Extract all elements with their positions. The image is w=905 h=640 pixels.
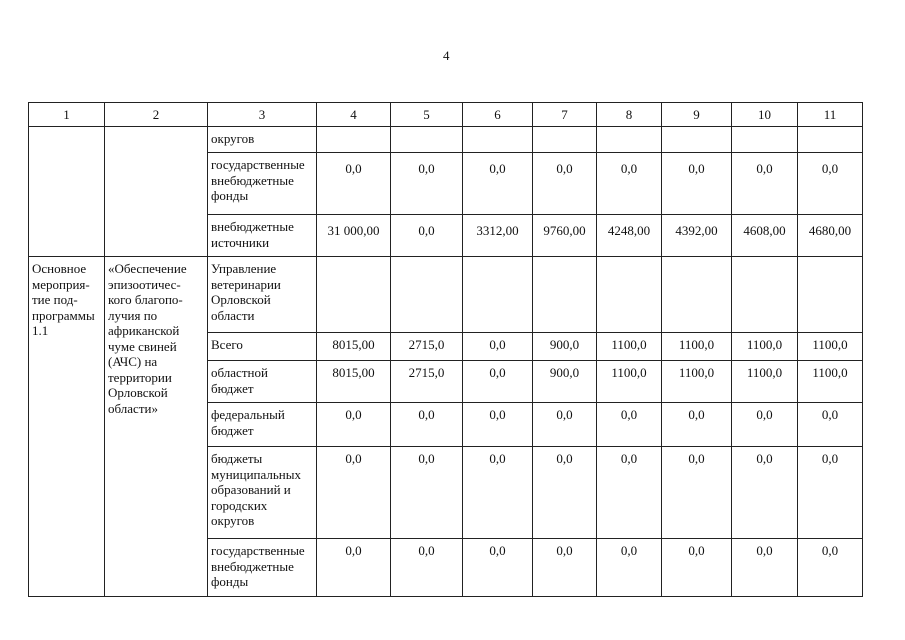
value-cell: 0,0: [463, 539, 533, 597]
value-cell: 0,0: [597, 539, 662, 597]
value-cell: 0,0: [533, 403, 597, 447]
value-cell: 0,0: [463, 447, 533, 539]
value-cell: 1100,0: [732, 333, 798, 361]
header-cell: 7: [533, 103, 597, 127]
value-cell: [533, 127, 597, 153]
table-row: [29, 257, 863, 333]
value-cell: 0,0: [317, 403, 391, 447]
value-cell: 8015,00: [317, 361, 391, 403]
value-cell: 900,0: [533, 333, 597, 361]
value-cell: [317, 257, 391, 333]
value-cell: 0,0: [463, 333, 533, 361]
header-cell: 9: [662, 103, 732, 127]
source-cell: государственные внебюджетные фонды: [208, 153, 317, 215]
value-cell: 0,0: [391, 153, 463, 215]
header-cell: 2: [105, 103, 208, 127]
value-cell: 0,0: [317, 539, 391, 597]
value-cell: 0,0: [798, 153, 863, 215]
value-cell: 1100,0: [662, 361, 732, 403]
value-cell: 0,0: [533, 447, 597, 539]
header-cell: 1: [29, 103, 105, 127]
source-cell: внебюджетные источники: [208, 215, 317, 257]
header-cell: 8: [597, 103, 662, 127]
value-cell: 9760,00: [533, 215, 597, 257]
value-cell: [662, 257, 732, 333]
value-cell: 4392,00: [662, 215, 732, 257]
value-cell: [391, 127, 463, 153]
value-cell: 0,0: [732, 403, 798, 447]
value-cell: 3312,00: [463, 215, 533, 257]
value-cell: 2715,0: [391, 361, 463, 403]
value-cell: 0,0: [597, 403, 662, 447]
value-cell: [597, 127, 662, 153]
value-cell: [798, 257, 863, 333]
value-cell: 0,0: [662, 447, 732, 539]
value-cell: [463, 257, 533, 333]
header-cell: 4: [317, 103, 391, 127]
value-cell: 0,0: [391, 215, 463, 257]
value-cell: 31 000,00: [317, 215, 391, 257]
value-cell: 0,0: [597, 447, 662, 539]
value-cell: [391, 257, 463, 333]
value-cell: [662, 127, 732, 153]
value-cell: 0,0: [463, 153, 533, 215]
value-cell: 0,0: [533, 539, 597, 597]
value-cell: 0,0: [732, 153, 798, 215]
value-cell: 0,0: [463, 361, 533, 403]
value-cell: 0,0: [391, 447, 463, 539]
page-number: 4: [443, 48, 450, 63]
value-cell: 1100,0: [662, 333, 732, 361]
value-cell: 0,0: [662, 403, 732, 447]
value-cell: 900,0: [533, 361, 597, 403]
value-cell: 0,0: [662, 153, 732, 215]
source-cell: Всего: [208, 333, 317, 361]
value-cell: 0,0: [732, 447, 798, 539]
value-cell: 1100,0: [798, 361, 863, 403]
header-cell: 3: [208, 103, 317, 127]
value-cell: 0,0: [798, 447, 863, 539]
value-cell: [317, 127, 391, 153]
header-cell: 10: [732, 103, 798, 127]
value-cell: [732, 257, 798, 333]
value-cell: 1100,0: [597, 333, 662, 361]
header-row: [29, 103, 863, 127]
header-cell: 6: [463, 103, 533, 127]
value-cell: 0,0: [391, 403, 463, 447]
event-name-cell: «Обеспечение эпизоотичес-кого благопо-лучия по африканской чуме свиней (АЧС) на территории Орловской области»: [105, 257, 208, 597]
source-cell: государственные внебюджетные фонды: [208, 539, 317, 597]
value-cell: 8015,00: [317, 333, 391, 361]
value-cell: 1100,0: [732, 361, 798, 403]
source-cell: округов: [208, 127, 317, 153]
value-cell: 2715,0: [391, 333, 463, 361]
empty-cell: [29, 127, 105, 257]
value-cell: 0,0: [317, 153, 391, 215]
value-cell: 1100,0: [597, 361, 662, 403]
value-cell: 4248,00: [597, 215, 662, 257]
value-cell: 0,0: [533, 153, 597, 215]
empty-cell: [105, 127, 208, 257]
value-cell: 4680,00: [798, 215, 863, 257]
budget-table: [28, 102, 863, 597]
source-cell: федеральный бюджет: [208, 403, 317, 447]
value-cell: [597, 257, 662, 333]
value-cell: 0,0: [317, 447, 391, 539]
source-cell: Управление ветеринарии Орловской области: [208, 257, 317, 333]
value-cell: 0,0: [463, 403, 533, 447]
value-cell: [732, 127, 798, 153]
header-cell: 11: [798, 103, 863, 127]
value-cell: 0,0: [662, 539, 732, 597]
event-label-cell: Основное мероприя-тие под-программы 1.1: [29, 257, 105, 597]
value-cell: [798, 127, 863, 153]
value-cell: 0,0: [732, 539, 798, 597]
value-cell: [463, 127, 533, 153]
value-cell: 4608,00: [732, 215, 798, 257]
source-cell: бюджеты муниципальных образований и городских округов: [208, 447, 317, 539]
value-cell: 1100,0: [798, 333, 863, 361]
value-cell: [533, 257, 597, 333]
value-cell: 0,0: [798, 539, 863, 597]
table-row: [29, 127, 863, 153]
header-cell: 5: [391, 103, 463, 127]
value-cell: 0,0: [391, 539, 463, 597]
value-cell: 0,0: [798, 403, 863, 447]
value-cell: 0,0: [597, 153, 662, 215]
source-cell: областной бюджет: [208, 361, 317, 403]
